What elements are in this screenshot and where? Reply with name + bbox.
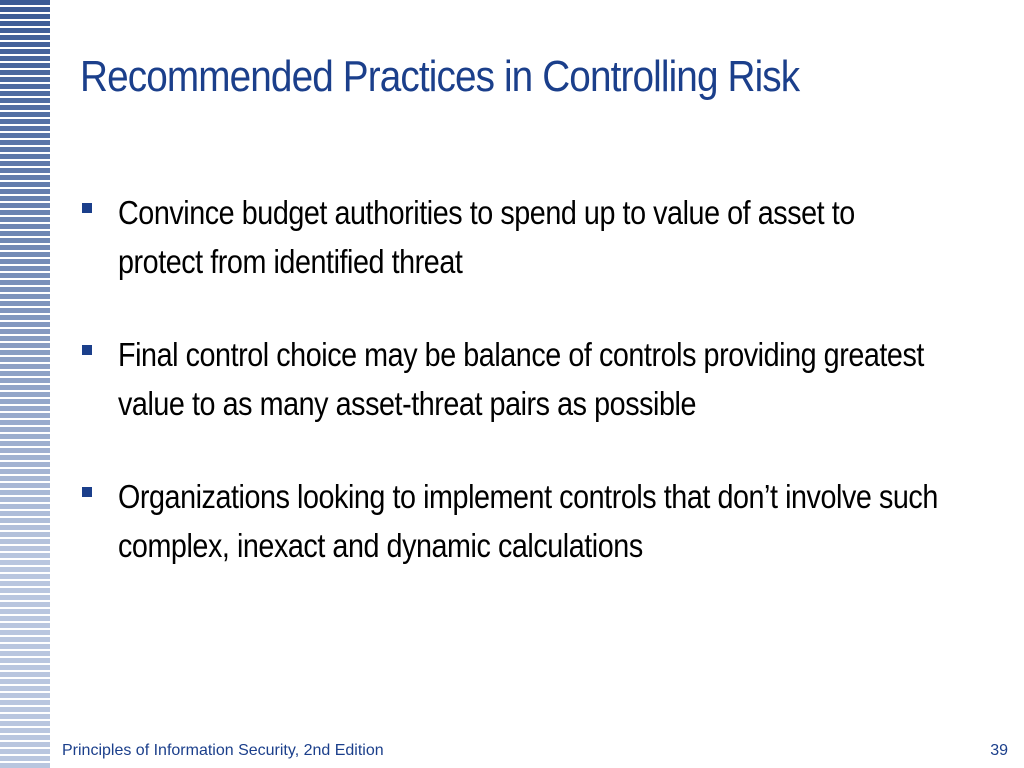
sidebar-stripe [0,63,50,68]
sidebar-stripe [0,28,50,33]
sidebar-stripe [0,420,50,425]
sidebar-stripe [0,238,50,243]
sidebar-stripe [0,714,50,719]
sidebar-stripe [0,756,50,761]
sidebar-stripe [0,462,50,467]
sidebar-stripe [0,679,50,684]
sidebar-stripe [0,168,50,173]
sidebar-stripe [0,399,50,404]
sidebar-stripe [0,553,50,558]
sidebar-stripe [0,560,50,565]
bullet-item [82,472,982,570]
sidebar-stripe [0,707,50,712]
sidebar-stripe [0,630,50,635]
sidebar-stripe [0,588,50,593]
sidebar-stripe [0,70,50,75]
sidebar-stripe [0,84,50,89]
sidebar-stripe [0,497,50,502]
footer-page-number: 39 [990,742,1008,759]
sidebar-stripe [0,154,50,159]
sidebar-stripe [0,280,50,285]
sidebar-stripe [0,595,50,600]
sidebar-stripe [0,672,50,677]
sidebar-stripe [0,126,50,131]
sidebar-stripe [0,147,50,152]
sidebar-stripe [0,0,50,5]
sidebar-stripe [0,637,50,642]
sidebar-stripe [0,21,50,26]
sidebar-stripe [0,301,50,306]
sidebar-stripe [0,245,50,250]
sidebar-stripe [0,728,50,733]
sidebar-stripe [0,315,50,320]
sidebar-stripe [0,602,50,607]
slide-title: Recommended Practices in Controlling Risk [80,52,800,101]
sidebar-stripe [0,721,50,726]
sidebar-stripe [0,98,50,103]
sidebar-stripe [0,224,50,229]
sidebar-stripe [0,455,50,460]
sidebar-stripe [0,392,50,397]
sidebar-stripe [0,49,50,54]
sidebar-stripe [0,623,50,628]
sidebar-stripe [0,112,50,117]
sidebar-stripe [0,686,50,691]
sidebar-stripe [0,490,50,495]
bullet-list [82,188,982,614]
sidebar-stripe [0,196,50,201]
sidebar-stripe [0,231,50,236]
decorative-striped-sidebar [0,0,50,768]
sidebar-stripe [0,735,50,740]
sidebar-stripe [0,140,50,145]
sidebar-stripe [0,14,50,19]
sidebar-stripe [0,287,50,292]
sidebar-stripe [0,742,50,747]
sidebar-stripe [0,504,50,509]
sidebar-stripe [0,469,50,474]
sidebar-stripe [0,294,50,299]
sidebar-stripe [0,273,50,278]
sidebar-stripe [0,434,50,439]
sidebar-stripe [0,210,50,215]
sidebar-stripe [0,427,50,432]
sidebar-stripe [0,644,50,649]
sidebar-stripe [0,182,50,187]
footer-book-title: Principles of Information Security, 2nd Edition [62,742,384,759]
sidebar-stripe [0,546,50,551]
sidebar-stripe [0,77,50,82]
sidebar-stripe [0,385,50,390]
sidebar-stripe [0,175,50,180]
sidebar-stripe [0,343,50,348]
sidebar-stripe [0,483,50,488]
sidebar-stripe [0,749,50,754]
bullet-text: Organizations looking to implement controls that don’t involve such complex, inexact and dynamic calculations [118,478,938,564]
sidebar-stripe [0,658,50,663]
sidebar-stripe [0,413,50,418]
bullet-text: Final control choice may be balance of controls providing greatest value to as many asset-threat pairs as possible [118,336,924,422]
square-bullet-icon [82,203,92,213]
sidebar-stripe [0,525,50,530]
sidebar-stripe [0,266,50,271]
sidebar-stripe [0,665,50,670]
sidebar-stripe [0,441,50,446]
sidebar-stripe [0,119,50,124]
sidebar-stripe [0,133,50,138]
sidebar-stripe [0,350,50,355]
sidebar-stripe [0,217,50,222]
sidebar-stripe [0,308,50,313]
sidebar-stripe [0,56,50,61]
sidebar-stripe [0,378,50,383]
sidebar-stripe [0,532,50,537]
sidebar-stripe [0,609,50,614]
sidebar-stripe [0,476,50,481]
sidebar-stripe [0,329,50,334]
sidebar-stripe [0,7,50,12]
sidebar-stripe [0,336,50,341]
sidebar-stripe [0,518,50,523]
sidebar-stripe [0,203,50,208]
bullet-text: Convince budget authorities to spend up to value of asset to protect from identified threat [118,194,855,280]
sidebar-stripe [0,91,50,96]
sidebar-stripe [0,252,50,257]
sidebar-stripe [0,259,50,264]
sidebar-stripe [0,539,50,544]
sidebar-stripe [0,581,50,586]
sidebar-stripe [0,763,50,768]
square-bullet-icon [82,345,92,355]
sidebar-stripe [0,189,50,194]
sidebar-stripe [0,700,50,705]
sidebar-stripe [0,651,50,656]
sidebar-stripe [0,161,50,166]
sidebar-stripe [0,567,50,572]
sidebar-stripe [0,693,50,698]
square-bullet-icon [82,487,92,497]
sidebar-stripe [0,448,50,453]
sidebar-stripe [0,322,50,327]
bullet-item [82,188,982,286]
sidebar-stripe [0,511,50,516]
sidebar-stripe [0,357,50,362]
sidebar-stripe [0,42,50,47]
sidebar-stripe [0,364,50,369]
sidebar-stripe [0,406,50,411]
sidebar-stripe [0,105,50,110]
sidebar-stripe [0,371,50,376]
sidebar-stripe [0,616,50,621]
bullet-item [82,330,982,428]
sidebar-stripe [0,35,50,40]
sidebar-stripe [0,574,50,579]
